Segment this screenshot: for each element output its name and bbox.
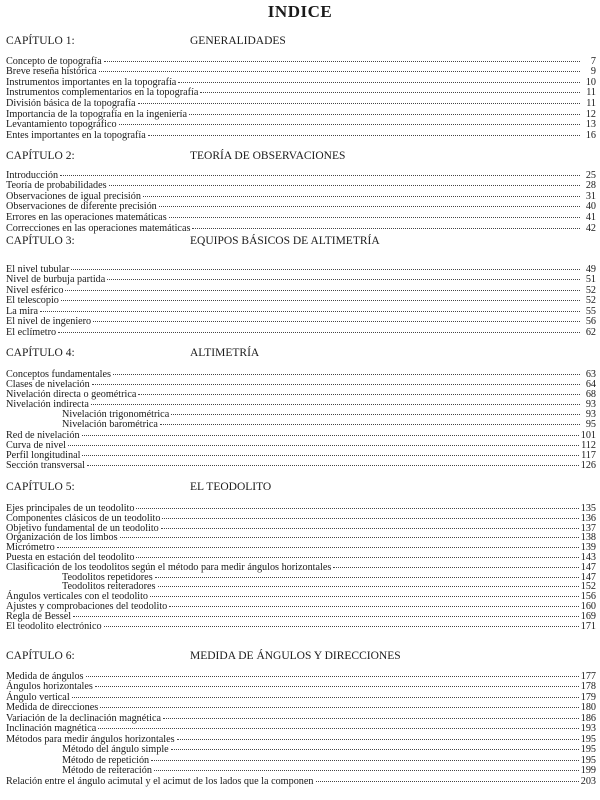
entry-page-number: 203 — [580, 775, 596, 787]
entry-label: Organización de los limbos — [6, 532, 118, 544]
entry-page-number: 51 — [585, 274, 596, 286]
entry-page-number: 63 — [585, 368, 596, 380]
entry-label: Introducción — [6, 169, 59, 181]
toc-entry — [6, 672, 596, 683]
entry-label: Método de repetición — [62, 754, 150, 766]
chapter-section — [6, 649, 596, 787]
entry-page-number: 52 — [585, 284, 596, 296]
entry-page-number: 64 — [585, 379, 596, 391]
chapter-number: CAPÍTULO 1: — [6, 35, 75, 47]
toc-entry — [6, 275, 596, 286]
entry-page-number: 16 — [585, 129, 596, 141]
entry-label: Micrómetro — [6, 542, 55, 554]
dot-leader — [65, 290, 580, 291]
entry-label: Clases de nivelación — [6, 379, 90, 391]
chapter-number: CAPÍTULO 4: — [6, 347, 75, 359]
dot-leader — [68, 445, 579, 446]
entry-label: Relación entre el ángulo acimutal y el acimut de los lados que la componen — [6, 775, 314, 787]
chapter-number: CAPÍTULO 6: — [6, 650, 75, 662]
toc-entry — [6, 224, 596, 235]
entry-page-number: 193 — [580, 723, 596, 735]
entry-list — [6, 171, 596, 235]
entry-page-number: 195 — [580, 754, 596, 766]
dot-leader — [98, 728, 578, 729]
entry-label: Concepto de topografía — [6, 55, 102, 67]
entry-page-number: 186 — [580, 712, 596, 724]
chapter-section — [6, 346, 596, 471]
entry-page-number: 169 — [580, 610, 596, 622]
entry-label: Nivel de burbuja partida — [6, 274, 106, 286]
dot-leader — [169, 217, 580, 218]
dot-leader — [120, 537, 579, 538]
entry-label: Regla de Bessel — [6, 610, 72, 622]
entry-label: Observaciones de diferente precisión — [6, 201, 157, 213]
dot-leader — [57, 547, 579, 548]
chapter-heading — [6, 149, 596, 163]
entry-label: Perfil longitudinal — [6, 449, 81, 461]
entry-label: Teodolitos reiteradores — [62, 581, 156, 593]
entry-page-number: 101 — [580, 429, 596, 441]
entry-label: Importancia de la topografía en la ingeniería — [6, 108, 188, 120]
entry-label: Teodolitos repetidores — [62, 571, 153, 583]
entry-label: El telescopio — [6, 295, 59, 307]
dot-leader — [171, 414, 580, 415]
dot-leader — [138, 394, 580, 395]
dot-leader — [87, 465, 579, 466]
entry-label: Curva de nivel — [6, 439, 66, 451]
dot-leader — [71, 269, 580, 270]
chapter-heading — [6, 346, 596, 360]
chapter-title: EQUIPOS BÁSICOS DE ALTIMETRÍA — [190, 235, 380, 247]
entry-page-number: 117 — [581, 449, 596, 461]
dot-leader — [151, 760, 579, 761]
entry-page-number: 13 — [585, 119, 596, 131]
toc-entry — [6, 420, 596, 430]
dot-leader — [333, 567, 578, 568]
entry-label: El teodolito electrónico — [6, 620, 102, 632]
entry-page-number: 135 — [580, 503, 596, 515]
entry-label: Nivelación trigonométrica — [62, 409, 170, 421]
toc-entry — [6, 431, 596, 441]
dot-leader — [136, 508, 578, 509]
chapter-heading — [6, 34, 596, 48]
dot-leader — [91, 404, 580, 405]
toc-entry — [6, 307, 596, 318]
entry-page-number: 56 — [585, 316, 596, 328]
chapter-title: ALTIMETRÍA — [190, 347, 260, 359]
toc-entry — [6, 328, 596, 339]
entry-page-number: 138 — [580, 532, 596, 544]
entry-label: Instrumentos importantes en la topografía — [6, 76, 177, 88]
entry-page-number: 42 — [585, 222, 596, 234]
dot-leader — [60, 175, 580, 176]
entry-list — [6, 672, 596, 788]
entry-page-number: 7 — [590, 55, 596, 67]
entry-page-number: 195 — [580, 733, 596, 745]
dot-leader — [161, 528, 579, 529]
chapter-heading — [6, 649, 596, 663]
entry-label: Nivelación indirecta — [6, 399, 89, 411]
entry-page-number: 49 — [585, 263, 596, 275]
entry-page-number: 143 — [580, 552, 596, 564]
entry-page-number: 10 — [585, 76, 596, 88]
entry-page-number: 31 — [585, 190, 596, 202]
entry-label: Nivelación directa o geométrica — [6, 389, 137, 401]
dot-leader — [136, 557, 578, 558]
dot-leader — [92, 384, 580, 385]
toc-entry — [6, 777, 596, 788]
entry-page-number: 25 — [585, 169, 596, 181]
entry-label: Entes importantes en la topografía — [6, 129, 146, 141]
entry-page-number: 11 — [586, 98, 596, 110]
entry-page-number: 177 — [580, 670, 596, 682]
entry-page-number: 147 — [580, 561, 596, 573]
entry-label: Errores en las operaciones matemáticas — [6, 212, 167, 224]
chapter-title: EL TEODOLITO — [190, 481, 272, 493]
entry-page-number: 12 — [585, 108, 596, 120]
entry-label: Medida de ángulos — [6, 670, 84, 682]
entry-label: Objetivo fundamental de un teodolito — [6, 522, 159, 534]
entry-page-number: 136 — [580, 512, 596, 524]
dot-leader — [138, 103, 580, 104]
entry-label: Observaciones de igual precisión — [6, 190, 141, 202]
entry-page-number: 171 — [580, 620, 596, 632]
dot-leader — [192, 228, 580, 229]
dot-leader — [40, 311, 580, 312]
entry-page-number: 62 — [585, 326, 596, 338]
toc-entry — [6, 390, 596, 400]
entry-page-number: 11 — [586, 87, 596, 99]
entry-page-number: 55 — [585, 305, 596, 317]
entry-label: Nivel esférico — [6, 284, 64, 296]
dot-leader — [86, 676, 579, 677]
entry-label: Ejes principales de un teodolito — [6, 503, 135, 515]
dot-leader — [104, 61, 580, 62]
entry-label: División básica de la topografía — [6, 98, 136, 110]
entry-label: Breve reseña histórica — [6, 66, 97, 78]
entry-page-number: 112 — [581, 439, 596, 451]
entry-page-number: 95 — [585, 419, 596, 431]
entry-page-number: 139 — [580, 542, 596, 554]
entry-label: Nivelación barométrica — [62, 419, 158, 431]
entry-label: Ángulos verticales con el teodolito — [6, 591, 149, 603]
entry-label: Métodos para medir ángulos horizontales — [6, 733, 175, 745]
toc-entry — [6, 533, 596, 543]
chapter-title: GENERALIDADES — [190, 35, 286, 47]
dot-leader — [150, 596, 579, 597]
dot-leader — [93, 321, 580, 322]
entry-label: Método de reiteración — [62, 765, 152, 777]
entry-page-number: 93 — [585, 399, 596, 411]
dot-leader — [82, 435, 579, 436]
entry-list — [6, 504, 596, 631]
entry-label: Medida de direcciones — [6, 702, 99, 714]
dot-leader — [99, 71, 580, 72]
dot-leader — [72, 697, 579, 698]
toc-entry — [6, 296, 596, 307]
dot-leader — [158, 586, 579, 587]
chapter-section — [6, 34, 596, 141]
dot-leader — [143, 196, 580, 197]
dot-leader — [189, 114, 580, 115]
entry-label: Inclinación magnética — [6, 723, 97, 735]
toc-entry — [6, 461, 596, 471]
entry-label: Método del ángulo simple — [62, 744, 169, 756]
entry-page-number: 152 — [580, 581, 596, 593]
dot-leader — [82, 455, 579, 456]
entry-page-number: 9 — [590, 66, 596, 78]
dot-leader — [200, 92, 580, 93]
entry-page-number: 126 — [580, 459, 596, 471]
entry-list — [6, 370, 596, 471]
dot-leader — [171, 749, 579, 750]
entry-page-number: 195 — [580, 744, 596, 756]
dot-leader — [58, 332, 580, 333]
entry-page-number: 52 — [585, 295, 596, 307]
entry-page-number: 137 — [580, 522, 596, 534]
entry-label: Variación de la declinación magnética — [6, 712, 161, 724]
dot-leader — [100, 707, 579, 708]
chapter-heading — [6, 234, 596, 248]
entry-label: Teoría de probabilidades — [6, 180, 107, 192]
dot-leader — [148, 135, 580, 136]
dot-leader — [109, 185, 580, 186]
entry-label: Sección transversal — [6, 459, 85, 471]
dot-leader — [177, 739, 579, 740]
dot-leader — [61, 300, 580, 301]
entry-page-number: 93 — [585, 409, 596, 421]
toc-entry — [6, 682, 596, 693]
chapter-section — [6, 480, 596, 631]
entry-page-number: 199 — [580, 765, 596, 777]
entry-page-number: 28 — [585, 180, 596, 192]
chapter-title: TEORÍA DE OBSERVACIONES — [190, 150, 346, 162]
entry-page-number: 160 — [580, 601, 596, 613]
entry-label: Conceptos fundamentales — [6, 368, 111, 380]
entry-page-number: 68 — [585, 389, 596, 401]
dot-leader — [162, 518, 578, 519]
dot-leader — [119, 124, 580, 125]
dot-leader — [178, 82, 580, 83]
toc-entry — [6, 370, 596, 380]
page-title: INDICE — [267, 2, 333, 21]
toc-entry — [6, 451, 596, 461]
entry-page-number: 40 — [585, 201, 596, 213]
chapter-number: CAPÍTULO 3: — [6, 235, 75, 247]
chapter-number: CAPÍTULO 2: — [6, 150, 75, 162]
entry-page-number: 147 — [580, 571, 596, 583]
dot-leader — [113, 374, 580, 375]
dot-leader — [104, 626, 579, 627]
dot-leader — [95, 686, 579, 687]
entry-label: El eclímetro — [6, 326, 57, 338]
entry-label: Correcciones en las operaciones matemáticas — [6, 222, 191, 234]
entry-list — [6, 265, 596, 339]
toc-entry — [6, 441, 596, 451]
dot-leader — [155, 577, 579, 578]
entry-label: Ángulo vertical — [6, 691, 70, 703]
entry-label: Componentes clásicos de un teodolito — [6, 512, 161, 524]
dot-leader — [73, 616, 579, 617]
entry-label: Ajustes y comprobaciones del teodolito — [6, 601, 168, 613]
entry-list — [6, 57, 596, 142]
entry-page-number: 156 — [580, 591, 596, 603]
entry-label: Instrumentos complementarios en la topografía — [6, 87, 199, 99]
entry-label: Clasificación de los teodolitos según el método para medir ángulos horizontales — [6, 561, 332, 573]
chapter-heading — [6, 480, 596, 494]
dot-leader — [169, 606, 578, 607]
dot-leader — [316, 781, 579, 782]
toc-entry — [6, 317, 596, 328]
entry-label: La mira — [6, 305, 38, 317]
entry-label: Red de nivelación — [6, 429, 80, 441]
entry-label: El nivel tubular — [6, 263, 70, 275]
entry-label: Levantamiento topográfico — [6, 119, 117, 131]
entry-page-number: 180 — [580, 702, 596, 714]
chapter-section — [6, 149, 596, 234]
toc-entry — [6, 602, 596, 612]
chapter-number: CAPÍTULO 5: — [6, 481, 75, 493]
toc-entry — [6, 622, 596, 632]
dot-leader — [159, 206, 580, 207]
chapter-title: MEDIDA DE ÁNGULOS Y DIRECCIONES — [190, 650, 401, 662]
entry-page-number: 41 — [585, 212, 596, 224]
dot-leader — [107, 279, 580, 280]
entry-label: El nivel de ingeniero — [6, 316, 92, 328]
entry-page-number: 179 — [580, 691, 596, 703]
chapter-section — [6, 234, 596, 338]
entry-label: Ángulos horizontales — [6, 681, 93, 693]
entry-label: Puesta en estación del teodolito — [6, 552, 135, 564]
entry-page-number: 178 — [580, 681, 596, 693]
dot-leader — [163, 718, 579, 719]
dot-leader — [160, 424, 580, 425]
dot-leader — [154, 770, 579, 771]
toc-entry — [6, 131, 596, 142]
toc-entry — [6, 286, 596, 297]
